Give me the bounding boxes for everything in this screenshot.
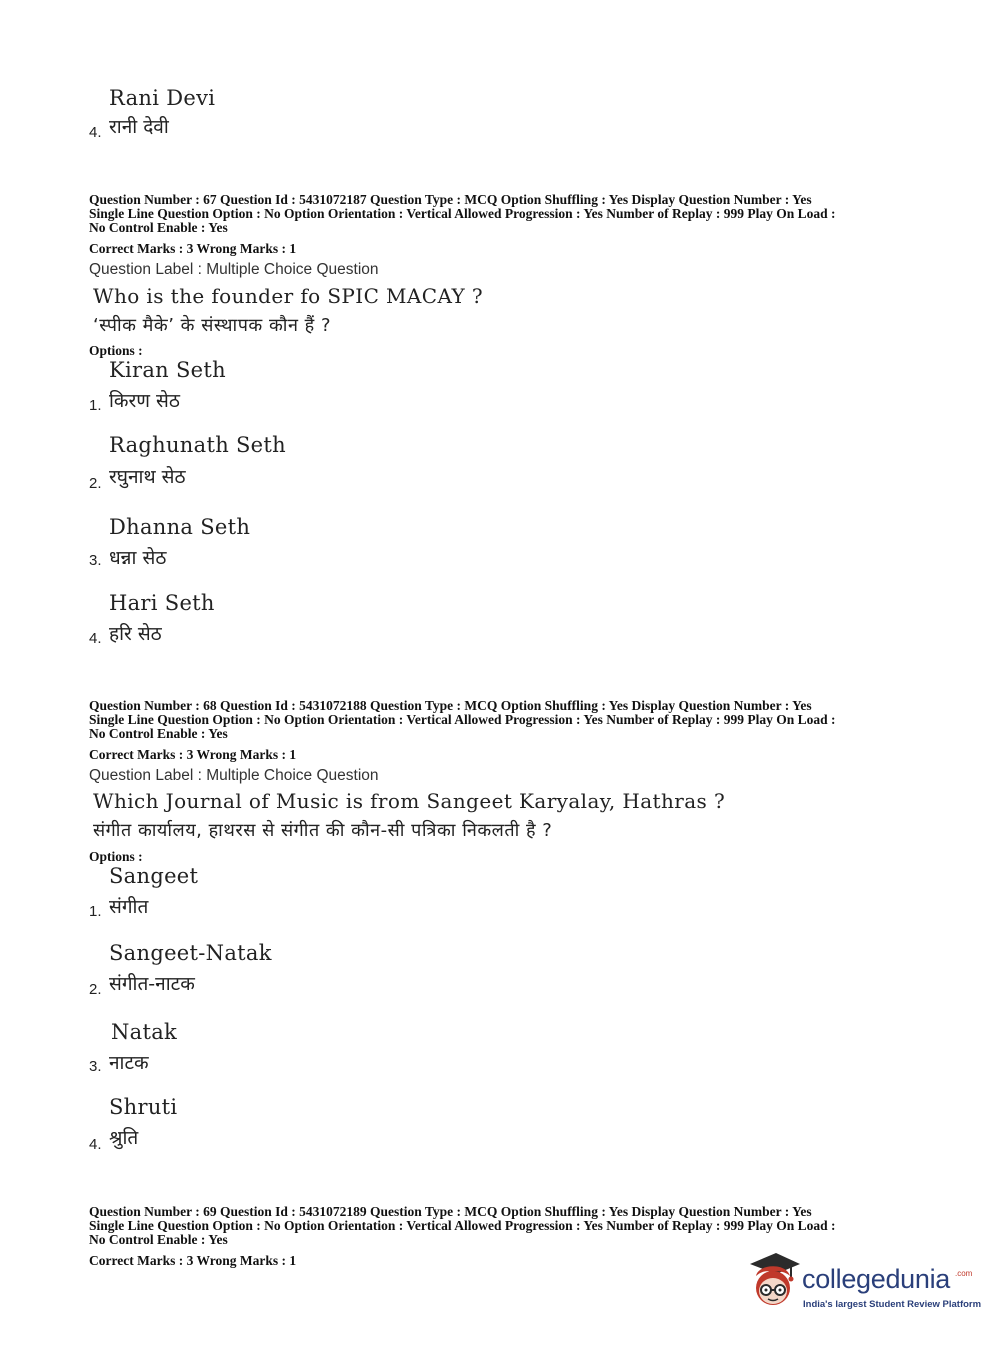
- question-text-hindi: ‘स्पीक मैके’ के संस्थापक कौन हैं ?: [93, 315, 332, 336]
- option-number: 4.: [89, 124, 102, 141]
- option-hindi: रानी देवी: [109, 116, 169, 138]
- student-mascot-icon: [742, 1250, 804, 1312]
- option-english: Raghunath Seth: [109, 433, 286, 457]
- options-header: Options :: [89, 343, 143, 358]
- question-text-english: Which Journal of Music is from Sangeet Karyalay, Hathras ?: [93, 789, 726, 813]
- option-hindi: धन्ना सेठ: [109, 547, 167, 569]
- question-meta-line: Single Line Question Option : No Option Orientation : Vertical Allowed Progression : Yes Number of Replay : 999 Play On Load :: [89, 206, 836, 221]
- logo-wordmark: collegedunia: [802, 1264, 951, 1294]
- question-meta-line: No Control Enable : Yes: [89, 220, 228, 235]
- option-number: 4.: [89, 1136, 102, 1153]
- option-english: Sangeet-Natak: [109, 941, 272, 965]
- option-english: Rani Devi: [109, 86, 216, 110]
- option-hindi: हरि सेठ: [109, 623, 162, 645]
- option-hindi: संगीत: [109, 896, 149, 918]
- question-text-hindi: संगीत कार्यालय, हाथरस से संगीत की कौन-सी पत्रिका निकलती है ?: [93, 820, 553, 841]
- question-meta-line: Question Number : 69 Question Id : 5431072189 Question Type : MCQ Option Shuffling : Yes Display Question Number : Yes: [89, 1204, 812, 1219]
- option-number: 1.: [89, 903, 102, 920]
- option-number: 2.: [89, 475, 102, 492]
- marks-line: Correct Marks : 3 Wrong Marks : 1: [89, 747, 297, 762]
- option-number: 4.: [89, 630, 102, 647]
- option-number: 3.: [89, 552, 102, 569]
- option-english: Natak: [111, 1020, 178, 1044]
- option-english: Hari Seth: [109, 591, 215, 615]
- question-meta-line: Question Number : 68 Question Id : 5431072188 Question Type : MCQ Option Shuffling : Yes Display Question Number : Yes: [89, 698, 812, 713]
- collegedunia-logo[interactable]: [742, 1250, 982, 1320]
- logo-tagline: India's largest Student Review Platform: [803, 1299, 982, 1310]
- marks-line: Correct Marks : 3 Wrong Marks : 1: [89, 1253, 297, 1268]
- option-english: Dhanna Seth: [109, 515, 251, 539]
- option-english: Sangeet: [109, 864, 199, 888]
- question-meta-line: Single Line Question Option : No Option Orientation : Vertical Allowed Progression : Yes Number of Replay : 999 Play On Load :: [89, 712, 836, 727]
- option-number: 2.: [89, 981, 102, 998]
- option-hindi: नाटक: [109, 1052, 149, 1074]
- question-label: Question Label : Multiple Choice Question: [89, 261, 379, 278]
- option-hindi: किरण सेठ: [109, 390, 180, 412]
- option-english: Kiran Seth: [109, 358, 226, 382]
- marks-line: Correct Marks : 3 Wrong Marks : 1: [89, 241, 297, 256]
- question-label: Question Label : Multiple Choice Question: [89, 767, 379, 784]
- option-hindi: श्रुति: [109, 1127, 139, 1149]
- logo-suffix: .com: [955, 1269, 973, 1278]
- question-meta-line: Single Line Question Option : No Option Orientation : Vertical Allowed Progression : Yes Number of Replay : 999 Play On Load :: [89, 1218, 836, 1233]
- option-english: Shruti: [109, 1095, 178, 1119]
- option-number: 3.: [89, 1058, 102, 1075]
- option-hindi: रघुनाथ सेठ: [109, 466, 186, 488]
- option-hindi: संगीत-नाटक: [109, 973, 195, 995]
- question-meta-line: No Control Enable : Yes: [89, 1232, 228, 1247]
- option-number: 1.: [89, 397, 102, 414]
- question-meta-line: No Control Enable : Yes: [89, 726, 228, 741]
- question-meta-line: Question Number : 67 Question Id : 5431072187 Question Type : MCQ Option Shuffling : Yes Display Question Number : Yes: [89, 192, 812, 207]
- options-header: Options :: [89, 849, 143, 864]
- question-text-english: Who is the founder fo SPIC MACAY ?: [93, 284, 483, 308]
